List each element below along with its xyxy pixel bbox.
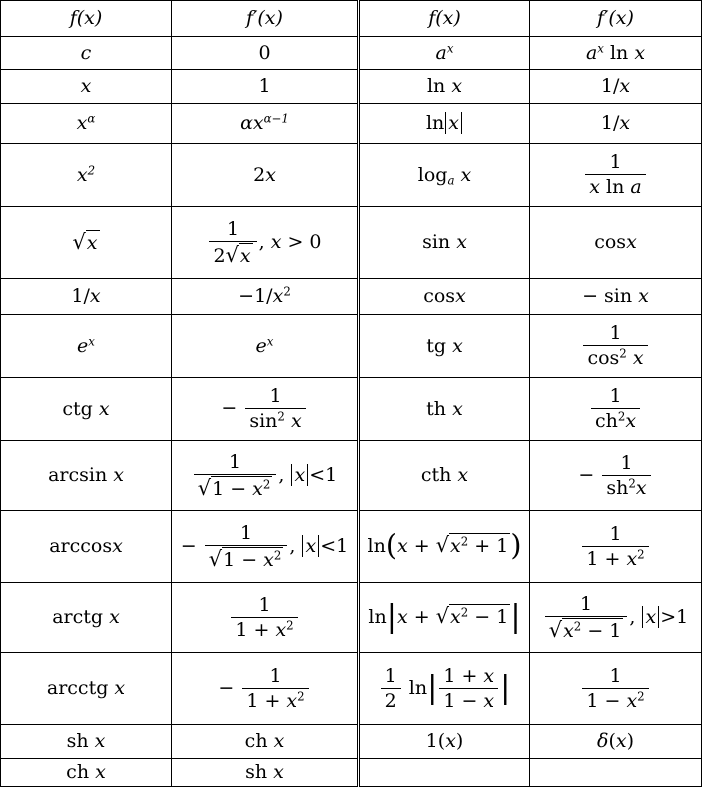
header-cell-function-left <box>1 1 172 37</box>
table-cell <box>172 725 359 759</box>
table-cell <box>530 144 702 207</box>
table-row <box>1 378 702 441</box>
math-expr: − $\frac{1}{1 + x^2}$ <box>218 677 310 699</box>
math-expr: th x <box>426 397 463 420</box>
math-expr: f(x) <box>428 7 461 29</box>
math-expr: cosx <box>423 285 466 307</box>
table-cell <box>1 207 172 279</box>
table-cell <box>172 207 359 279</box>
table-cell <box>530 37 702 70</box>
table-cell <box>1 144 172 207</box>
math-expr: √x <box>72 230 98 254</box>
table-cell <box>172 583 359 653</box>
math-expr: f(x) <box>69 7 103 29</box>
table-cell <box>1 378 172 441</box>
table-row <box>1 653 702 725</box>
math-expr: $x^\alpha$ <box>76 111 96 134</box>
header-cell-derivative-left <box>172 1 359 37</box>
math-expr: $a^x$ ln x <box>585 41 646 64</box>
table-row <box>1 511 702 583</box>
math-expr: $e^x$ <box>255 334 274 357</box>
math-expr: tg x <box>426 334 463 357</box>
math-expr: arcctg x <box>46 677 126 699</box>
table-row <box>1 70 702 104</box>
math-expr: $\ln|x + √x^2 - 1|$ <box>368 599 521 635</box>
table-row <box>1 37 702 70</box>
table-cell <box>530 511 702 583</box>
table-cell <box>530 315 702 378</box>
table-cell <box>359 583 530 653</box>
table-cell <box>530 279 702 315</box>
header-cell-function-right <box>359 1 530 37</box>
table-cell <box>172 104 359 144</box>
math-expr: $\frac{1}{\text{x ln a}}$ <box>583 163 647 185</box>
table-row <box>1 441 702 511</box>
table-cell <box>359 315 530 378</box>
math-expr: $\ln(x + √x^2 + 1)$ <box>367 529 522 563</box>
table-row <box>1 207 702 279</box>
table-cell <box>359 144 530 207</box>
math-expr: $-1/x^2$ <box>238 284 291 307</box>
table-row <box>1 144 702 207</box>
math-expr: sin x <box>422 231 467 253</box>
table-cell <box>172 378 359 441</box>
math-expr: $\frac{1}{2}$ ln| $\frac{1 + x}{1 - x}$ | <box>379 677 511 699</box>
math-expr: 2x <box>253 163 276 186</box>
math-expr: cosx <box>594 231 637 253</box>
table-row <box>1 583 702 653</box>
table-cell <box>172 144 359 207</box>
table-cell <box>530 441 702 511</box>
table-cell <box>530 104 702 144</box>
math-expr: $x^2$ <box>76 163 96 186</box>
table-cell <box>1 104 172 144</box>
math-expr: cth x <box>420 464 469 486</box>
math-expr: $\frac{1}{1 - x^2}$ <box>580 677 650 699</box>
math-expr: arccosx <box>49 535 123 557</box>
table-header-row <box>1 1 702 37</box>
table-row <box>1 104 702 144</box>
table-cell <box>172 70 359 104</box>
table-cell <box>359 104 530 144</box>
math-expr: f′(x) <box>597 7 634 29</box>
table-row <box>1 279 702 315</box>
math-expr: $\frac{1}{√x^2 - 1}$ , x >1 <box>543 606 688 628</box>
math-expr: $\frac{1}{1 + x^2}$ <box>229 606 299 628</box>
math-expr: ch x <box>66 761 106 783</box>
table-cell <box>359 725 530 759</box>
table-cell <box>359 207 530 279</box>
table-cell <box>1 653 172 725</box>
table-cell <box>530 378 702 441</box>
math-expr: c <box>80 41 92 64</box>
math-expr: $e^x$ <box>77 334 95 357</box>
table-cell <box>359 759 530 787</box>
math-expr: − $\frac{1}{√1 - x^2}$ , x <1 <box>180 521 349 571</box>
table-cell <box>530 653 702 725</box>
math-expr: 1(x) <box>425 730 464 752</box>
table-cell <box>1 441 172 511</box>
math-expr: − $\frac{1}{sh^2x}$ <box>578 464 652 486</box>
table-cell <box>359 378 530 441</box>
table-cell <box>530 725 702 759</box>
math-expr: arctg x <box>52 606 120 628</box>
table-cell <box>172 315 359 378</box>
math-expr: $\frac{1}{ch^2x}$ <box>589 397 642 419</box>
table-row <box>1 725 702 759</box>
math-expr: ch x <box>244 730 285 752</box>
math-expr: − $\frac{1}{\sin^2 x}$ <box>221 397 307 419</box>
math-expr: $\frac{1}{1 + x^2}$ <box>580 535 650 557</box>
table-cell <box>1 583 172 653</box>
table-cell <box>359 70 530 104</box>
table-cell <box>530 583 702 653</box>
table-cell <box>172 511 359 583</box>
math-expr: $\frac{1}{√1 - x^2}$ , x <1 <box>192 464 337 486</box>
table-cell <box>172 279 359 315</box>
math-expr: 1/x <box>600 75 631 97</box>
math-expr: ln x <box>426 112 463 134</box>
table-cell <box>1 37 172 70</box>
math-expr: ctg x <box>62 397 110 420</box>
table-row <box>1 315 702 378</box>
table-cell <box>359 653 530 725</box>
table-row <box>1 759 702 787</box>
math-expr: x <box>80 75 92 97</box>
table-cell <box>172 37 359 70</box>
math-expr: 1/x <box>71 285 101 307</box>
table-cell <box>530 207 702 279</box>
table-cell <box>359 279 530 315</box>
math-expr: $\alpha x^{\alpha-1}$ <box>240 111 289 134</box>
table-cell <box>1 759 172 787</box>
table-cell <box>1 315 172 378</box>
math-expr: − sin x <box>582 285 649 307</box>
table-cell <box>1 725 172 759</box>
table-cell <box>1 279 172 315</box>
math-expr: f′(x) <box>246 7 283 29</box>
table-cell <box>359 511 530 583</box>
table-cell <box>530 70 702 104</box>
math-expr: sh x <box>66 730 106 752</box>
math-expr: 1/x <box>600 112 631 134</box>
table-cell <box>359 37 530 70</box>
table-cell <box>172 653 359 725</box>
math-expr: 0 <box>258 41 271 64</box>
math-expr: $a^x$ <box>435 41 454 64</box>
math-expr: δ(x) <box>596 730 634 752</box>
math-expr: sh x <box>245 761 284 783</box>
math-expr: ln x <box>426 75 463 97</box>
math-expr: $\frac{1}{2√x}$ , x > 0 <box>207 231 321 253</box>
table-cell <box>1 70 172 104</box>
math-expr: arcsin x <box>48 464 124 486</box>
table-cell <box>172 441 359 511</box>
table-cell <box>1 511 172 583</box>
table-cell <box>530 759 702 787</box>
table-cell <box>172 759 359 787</box>
math-expr: $\frac{1}{\cos^2 x}$ <box>581 334 649 356</box>
math-expr: $\log_a x$ <box>417 163 472 188</box>
header-cell-derivative-right <box>530 1 702 37</box>
math-expr: 1 <box>258 75 271 97</box>
table-cell <box>359 441 530 511</box>
